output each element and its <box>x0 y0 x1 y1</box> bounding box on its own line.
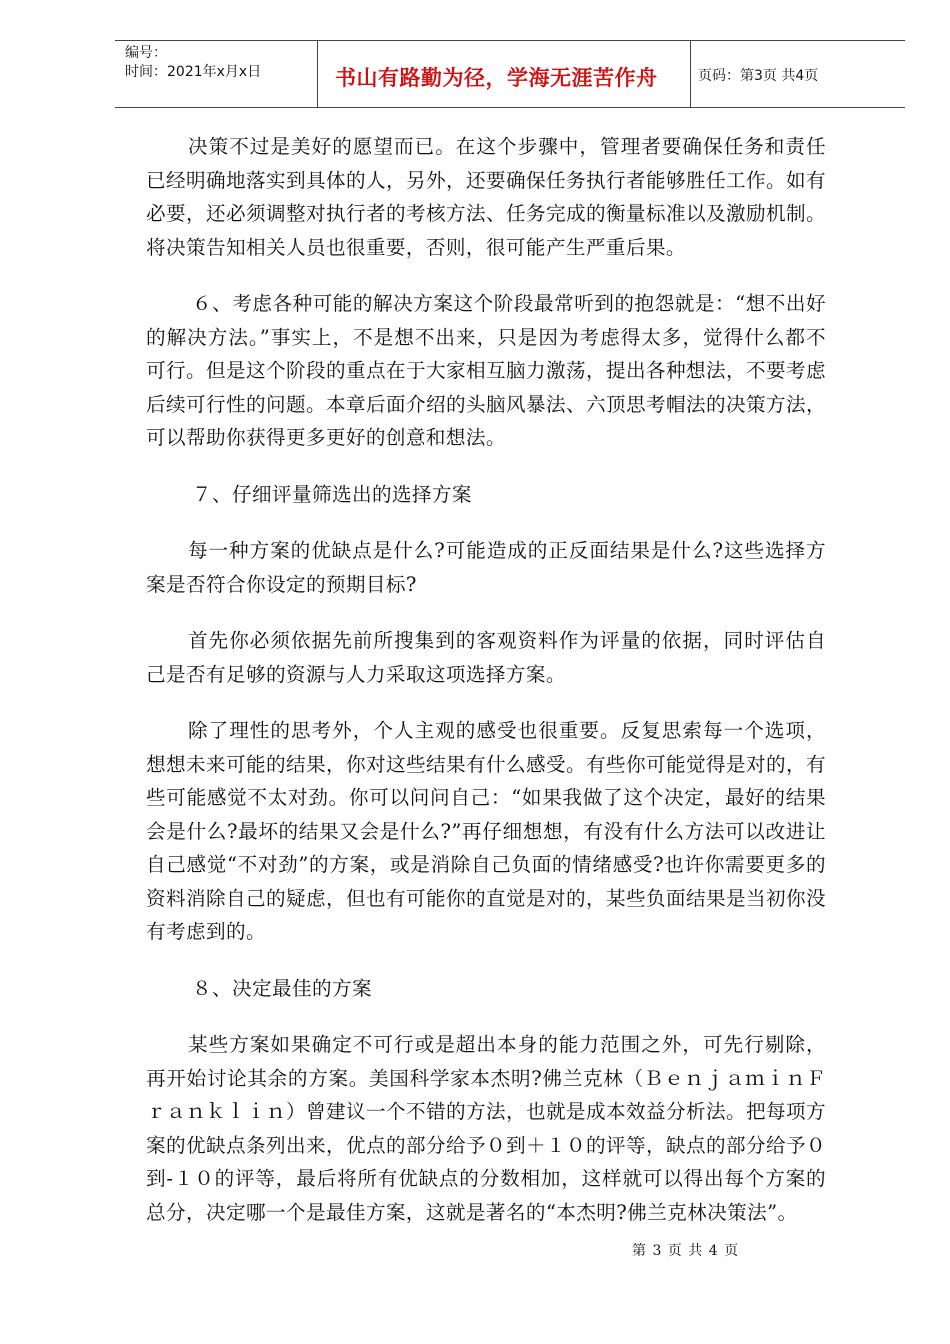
header-info-cell <box>115 41 318 107</box>
header-motto: 书山有路勤为径，学海无涯苦作舟 <box>335 66 658 90</box>
document-body <box>146 130 826 1252</box>
heading-step-8: ８、决定最佳的方案 <box>192 976 372 1000</box>
document-time-label: 时间：2021年x月x日 <box>125 64 262 80</box>
page-footer: 第 3 页 共 4 页 <box>632 1243 740 1259</box>
document-number-label: 编号： <box>125 45 167 61</box>
header-motto-cell <box>317 41 691 107</box>
header-page-number: 页码：第3页 共4页 <box>698 68 819 84</box>
page-header <box>115 40 905 108</box>
paragraph-step-6: ６、考虑各种可能的解决方案这个阶段最常听到的抱怨就是：“想不出好的解决方法。”事实上，不是想不出来，只是因为考虑得太多，觉得什么都不可行。但是这个阶段的重点在于大家相互脑力激荡，提出各种想法，不要考虑后续可行性的问题。本章后面介绍的头脑风暴法、六顶思考帽法的决策方法，可以帮助你获得更多更好的创意和想法。 <box>146 292 826 449</box>
paragraph: 首先你必须依据先前所搜集到的客观资料作为评量的依据，同时评估自己是否有足够的资源与人力采取这项选择方案。 <box>146 629 826 686</box>
paragraph: 决策不过是美好的愿望而已。在这个步骤中，管理者要确保任务和责任已经明确地落实到具体的人，另外，还要确保任务执行者能够胜任工作。如有必要，还必须调整对执行者的考核方法、任务完成的衡量标准以及激励机制。将决策告知相关人员也很重要，否则，很可能产生严重后果。 <box>146 135 826 259</box>
heading-step-7: ７、仔细评量筛选出的选择方案 <box>192 482 472 506</box>
paragraph: 某些方案如果确定不可行或是超出本身的能力范围之外，可先行剔除，再开始讨论其余的方案。美国科学家本杰明?佛兰克林（ＢｅｎｊａｍｉｎＦｒａｎｋｌｉｎ）曾建议一个不错的方法，也就是成本效益分析法。把每项方案的优缺点条列出来，优点的部分给予０到＋１０的评等，缺点的部分给予０到-１０的评等，最后将所有优缺点的分数相加，这样就可以得出每个方案的总分，决定哪一个是最佳方案，这就是著名的“本杰明?佛兰克林决策法”。 <box>146 1033 826 1224</box>
paragraph: 除了理性的思考外，个人主观的感受也很重要。反复思索每一个选项，想想未来可能的结果，你对这些结果有什么感受。有些你可能觉得是对的，有些可能感觉不太对劲。你可以问问自己：“如果我做了这个决定，最好的结果会是什么?最坏的结果又会是什么?”再仔细想想，有没有什么方法可以改进让自己感觉“不对劲”的方案，或是消除自己负面的情绪感受?也许你需要更多的资料消除自己的疑虑，但也有可能你的直觉是对的，某些负面结果是当初你没有考虑到的。 <box>146 719 826 943</box>
header-page-cell <box>690 41 905 107</box>
paragraph: 每一种方案的优缺点是什么?可能造成的正反面结果是什么?这些选择方案是否符合你设定的预期目标? <box>146 539 826 596</box>
